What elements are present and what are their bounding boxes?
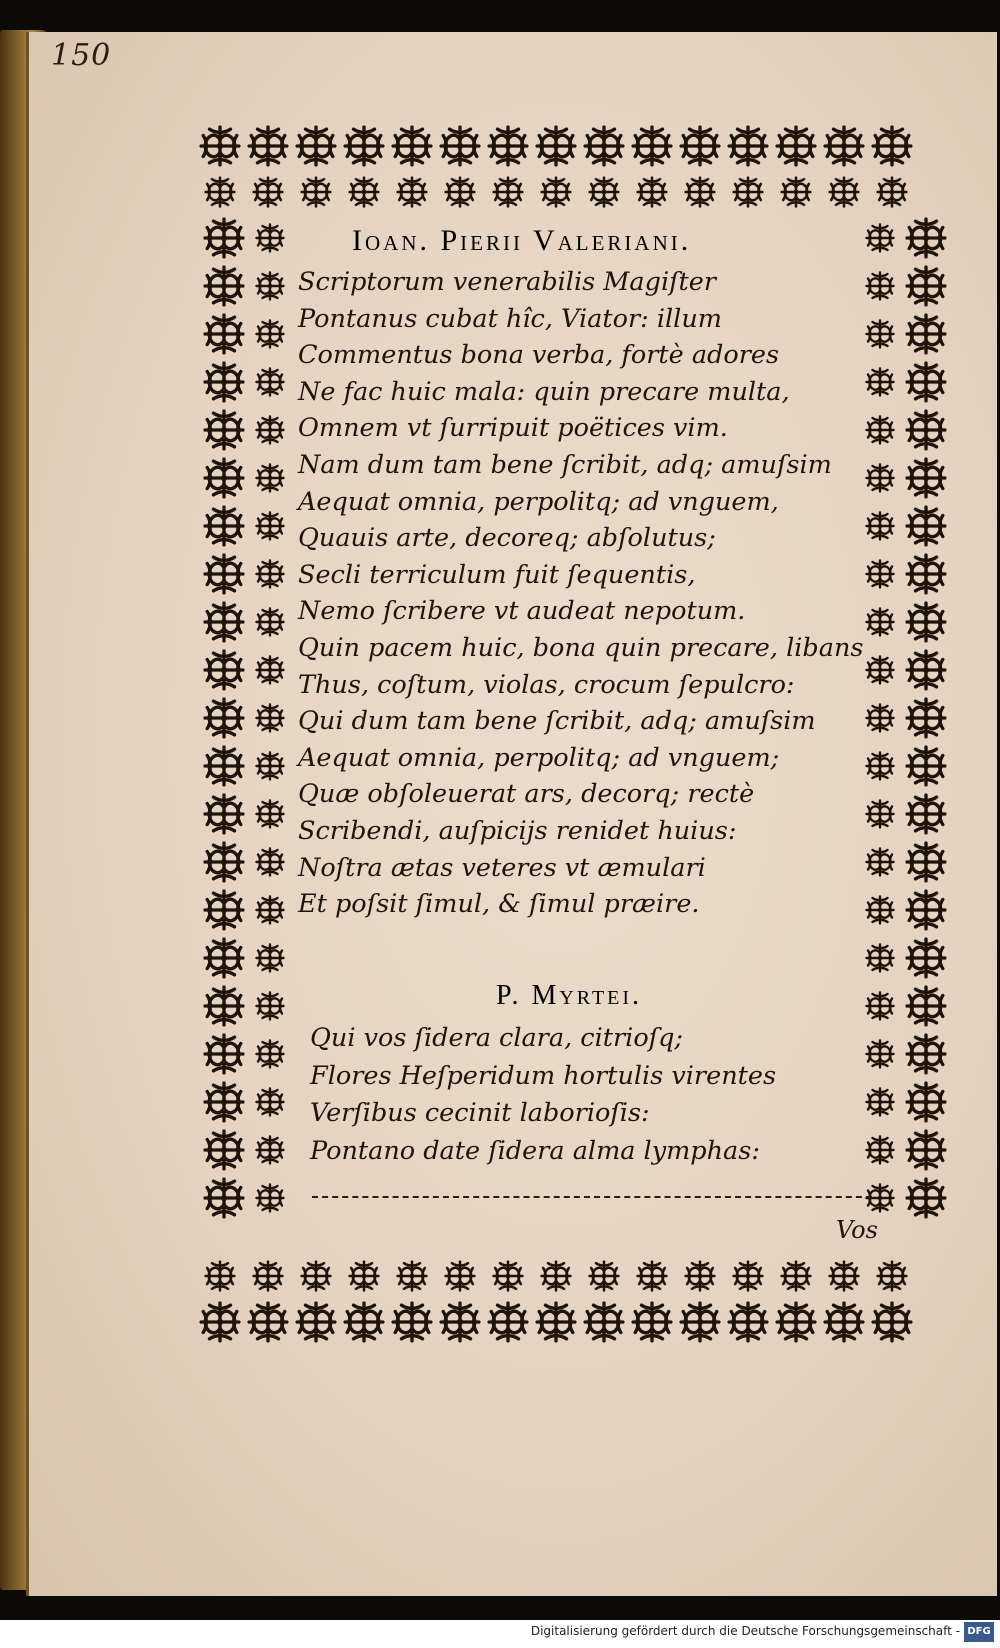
border-motif — [830, 178, 859, 207]
border-motif — [867, 465, 894, 492]
border-motif — [867, 1185, 894, 1212]
border-motif — [907, 507, 945, 545]
verse-line: Flores Heſperidum hortulis virentes — [310, 1060, 777, 1091]
border-motif — [907, 891, 945, 929]
footer-bar — [0, 1620, 1000, 1648]
border-motif — [907, 795, 945, 833]
border-motif — [205, 315, 243, 353]
border-motif — [205, 219, 243, 257]
border-motif — [867, 513, 894, 540]
border-motif — [585, 127, 623, 165]
border-motif — [489, 127, 527, 165]
verse-myrtei — [310, 1020, 776, 1170]
border-motif — [825, 127, 863, 165]
border-motif — [867, 609, 894, 636]
border-motif — [734, 178, 763, 207]
border-motif — [729, 1303, 767, 1341]
border-motif — [205, 795, 243, 833]
border-motif — [907, 939, 945, 977]
border-motif — [345, 127, 383, 165]
border-motif — [257, 1089, 284, 1116]
border-motif — [254, 1262, 283, 1291]
verse-line: Nam dum tam bene ſcribit, adq; amuſsim — [298, 449, 832, 480]
border-motif — [249, 1303, 287, 1341]
border-motif — [830, 1262, 859, 1291]
border-motif — [638, 178, 667, 207]
border-motif — [907, 1179, 945, 1217]
border-motif — [867, 993, 894, 1020]
verse-line: Thus, coſtum, violas, crocum ſepulcro: — [298, 669, 795, 700]
border-motif — [873, 1303, 911, 1341]
border-motif — [907, 1035, 945, 1073]
border-motif — [205, 747, 243, 785]
page-number: 150 — [51, 38, 112, 73]
border-motif — [867, 1041, 894, 1068]
border-motif — [205, 843, 243, 881]
border-motif — [205, 651, 243, 689]
border-motif — [489, 1303, 527, 1341]
verse-valeriani — [298, 264, 863, 923]
border-motif — [206, 178, 235, 207]
border-motif — [205, 459, 243, 497]
border-motif — [257, 513, 284, 540]
verse-line: Quin pacem huic, bona quin precare, libans — [298, 632, 864, 663]
footer-credit: Digitalisierung gefördert durch die Deutsche Forschungsgemeinschaft - — [530, 1624, 960, 1638]
border-motif — [867, 753, 894, 780]
border-motif — [297, 127, 335, 165]
verse-line: Pontanus cubat hîc, Viator: illum — [298, 303, 722, 334]
border-motif — [633, 127, 671, 165]
border-motif — [907, 459, 945, 497]
border-motif — [782, 178, 811, 207]
verse-line: Qui dum tam bene ſcribit, adq; amuſsim — [298, 706, 816, 737]
verse-line: Verſibus cecinit laborioſis: — [310, 1098, 650, 1128]
border-motif — [585, 1303, 623, 1341]
border-motif — [393, 1303, 431, 1341]
border-motif — [257, 849, 284, 876]
border-motif — [867, 849, 894, 876]
border-motif — [257, 273, 284, 300]
border-motif — [257, 1185, 284, 1212]
border-motif — [257, 897, 284, 924]
border-motif — [878, 178, 907, 207]
border-motif — [398, 1262, 427, 1291]
verse-line: Commentus bona verba, fortè adores — [298, 340, 780, 371]
border-motif — [907, 411, 945, 449]
border-motif — [907, 363, 945, 401]
border-motif — [257, 657, 284, 684]
section-heading-valeriani: Ioan. Pierii Valeriani. — [352, 224, 692, 257]
border-motif — [201, 1303, 239, 1341]
border-motif — [782, 1262, 811, 1291]
border-motif — [867, 561, 894, 588]
border-motif — [205, 411, 243, 449]
border-motif — [878, 1262, 907, 1291]
border-motif — [542, 1262, 571, 1291]
border-motif — [205, 1179, 243, 1217]
border-motif — [734, 1262, 763, 1291]
border-motif — [201, 127, 239, 165]
border-motif — [205, 363, 243, 401]
verse-line: Qui vos ſidera clara, citrioſq; — [310, 1023, 684, 1053]
border-motif — [257, 369, 284, 396]
border-motif — [205, 267, 243, 305]
border-motif — [590, 178, 619, 207]
border-motif — [686, 178, 715, 207]
border-motif — [345, 1303, 383, 1341]
border-motif — [907, 1083, 945, 1121]
border-motif — [633, 1303, 671, 1341]
border-motif — [867, 321, 894, 348]
border-motif — [257, 945, 284, 972]
border-motif — [350, 1262, 379, 1291]
border-motif — [205, 555, 243, 593]
border-motif — [257, 801, 284, 828]
border-motif — [867, 417, 894, 444]
border-motif — [205, 987, 243, 1025]
border-motif — [398, 178, 427, 207]
border-motif — [537, 1303, 575, 1341]
border-motif — [257, 1137, 284, 1164]
section-rule — [312, 1196, 872, 1198]
border-motif — [907, 219, 945, 257]
verse-line: Noſtra ætas veteres vt æmulari — [298, 852, 706, 883]
border-motif — [590, 1262, 619, 1291]
verse-line: Aequat omnia, perpolitq; ad vnguem; — [298, 742, 780, 773]
border-motif — [681, 127, 719, 165]
dfg-logo: DFG — [964, 1622, 994, 1642]
border-motif — [542, 178, 571, 207]
verse-line: Quauis arte, decoreq; abſolutus; — [298, 523, 716, 554]
border-motif — [257, 609, 284, 636]
border-motif — [907, 603, 945, 641]
border-motif — [205, 939, 243, 977]
border-motif — [206, 1262, 235, 1291]
border-motif — [441, 1303, 479, 1341]
border-motif — [257, 225, 284, 252]
border-motif — [907, 267, 945, 305]
border-motif — [537, 127, 575, 165]
border-motif — [729, 127, 767, 165]
border-motif — [867, 273, 894, 300]
border-motif — [873, 127, 911, 165]
border-motif — [867, 897, 894, 924]
border-motif — [393, 127, 431, 165]
border-motif — [907, 699, 945, 737]
border-motif — [867, 801, 894, 828]
verse-line: Aequat omnia, perpolitq; ad vnguem, — [298, 486, 779, 517]
border-motif — [205, 1131, 243, 1169]
border-motif — [777, 1303, 815, 1341]
border-motif — [494, 178, 523, 207]
border-motif — [907, 651, 945, 689]
border-motif — [907, 987, 945, 1025]
border-motif — [867, 225, 894, 252]
border-motif — [907, 1131, 945, 1169]
border-motif — [257, 753, 284, 780]
border-motif — [867, 657, 894, 684]
border-motif — [254, 178, 283, 207]
border-motif — [825, 1303, 863, 1341]
border-motif — [302, 178, 331, 207]
border-motif — [205, 1035, 243, 1073]
verse-line: Ne fac huic mala: quin precare multa, — [298, 376, 790, 407]
verse-line: Scriptorum venerabilis Magiſter — [298, 267, 717, 297]
border-motif — [907, 555, 945, 593]
verse-line: Pontano date ſidera alma lymphas: — [310, 1135, 760, 1166]
verse-line: Omnem vt ſurripuit poëtices vim. — [298, 413, 728, 444]
border-motif — [257, 1041, 284, 1068]
verse-line: Scribendi, auſpicijs renidet huius: — [298, 815, 737, 846]
border-motif — [350, 178, 379, 207]
border-motif — [257, 465, 284, 492]
border-motif — [867, 1089, 894, 1116]
border-motif — [681, 1303, 719, 1341]
border-motif — [446, 178, 475, 207]
border-motif — [257, 321, 284, 348]
border-motif — [205, 603, 243, 641]
border-motif — [205, 1083, 243, 1121]
border-motif — [867, 369, 894, 396]
border-motif — [297, 1303, 335, 1341]
verse-line: Nemo ſcribere vt audeat nepotum. — [298, 596, 746, 627]
border-motif — [205, 699, 243, 737]
section-heading-myrtei: P. Myrtei. — [496, 980, 643, 1011]
border-motif — [446, 1262, 475, 1291]
border-motif — [205, 891, 243, 929]
border-motif — [638, 1262, 667, 1291]
catchword: Vos — [836, 1216, 878, 1244]
verse-line: Quæ obſoleuerat ars, decorq; rectè — [298, 779, 755, 810]
border-motif — [257, 993, 284, 1020]
border-motif — [907, 315, 945, 353]
verse-line: Et poſsit ſimul, & ſimul præire. — [298, 889, 700, 920]
border-motif — [867, 705, 894, 732]
border-motif — [777, 127, 815, 165]
border-motif — [686, 1262, 715, 1291]
verse-line: Secli terriculum fuit ſequentis, — [298, 559, 696, 590]
border-motif — [302, 1262, 331, 1291]
border-motif — [867, 1137, 894, 1164]
border-motif — [494, 1262, 523, 1291]
border-motif — [907, 747, 945, 785]
border-motif — [205, 507, 243, 545]
border-motif — [441, 127, 479, 165]
border-motif — [249, 127, 287, 165]
border-motif — [257, 417, 284, 444]
border-motif — [257, 561, 284, 588]
border-motif — [867, 945, 894, 972]
border-motif — [257, 705, 284, 732]
border-motif — [907, 843, 945, 881]
